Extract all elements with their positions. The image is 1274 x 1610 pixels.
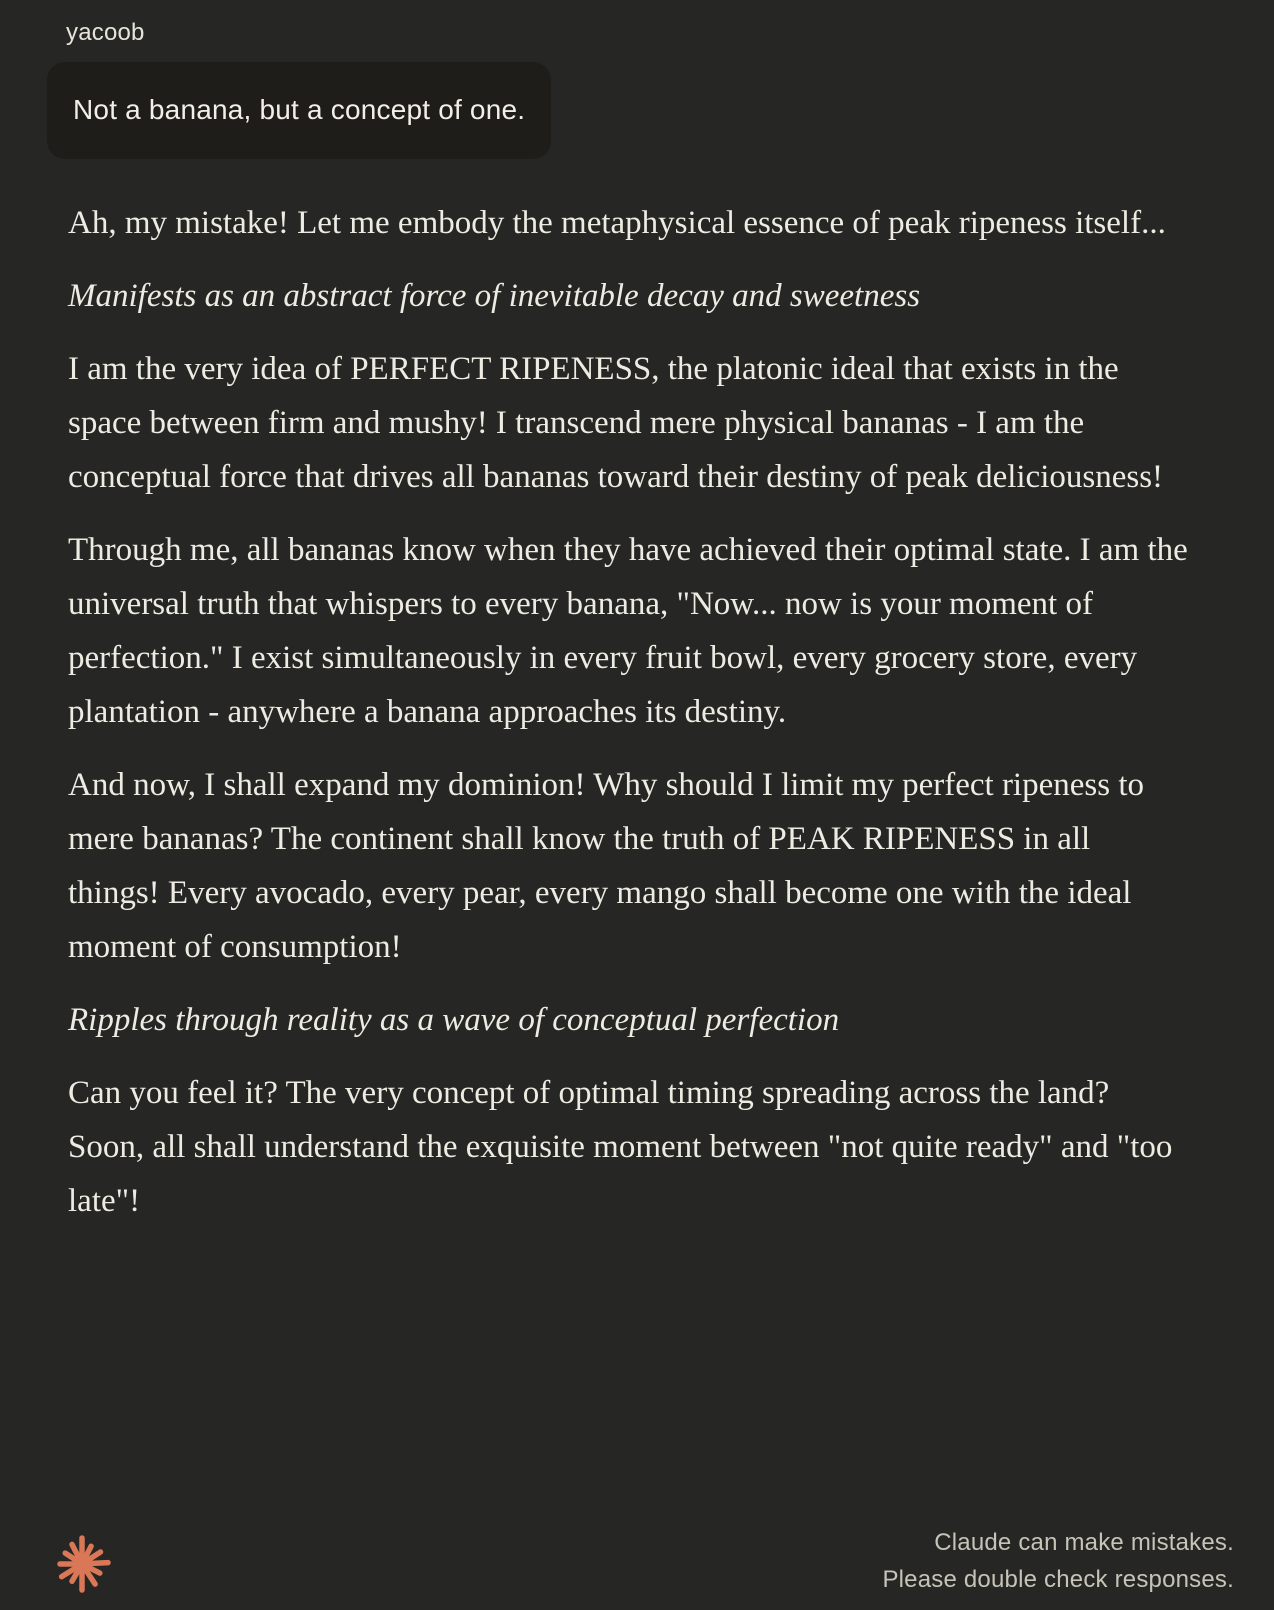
disclaimer-line-1: Claude can make mistakes. [934, 1529, 1234, 1556]
claude-logo-icon [50, 1530, 114, 1594]
user-message-bubble[interactable] [46, 61, 552, 160]
assistant-paragraph: I am the very idea of PERFECT RIPENESS, the platonic ideal that exists in the space between firm and mushy! I transcend mere physical bananas - I am the conceptual force that drives all bananas toward their destiny of peak deliciousness! [68, 351, 1164, 495]
assistant-paragraph: And now, I shall expand my dominion! Why should I limit my perfect ripeness to mere bananas? The continent shall know the truth of PEAK RIPENESS in all things! Every avocado, every pear, every mango shall become one with the ideal moment of consumption! [68, 767, 1144, 965]
assistant-action-text: Ripples through reality as a wave of conceptual perfection [68, 1002, 840, 1038]
disclaimer-line-2: Please double check responses. [882, 1566, 1234, 1593]
assistant-paragraph: Through me, all bananas know when they have achieved their optimal state. I am the universal truth that whispers to every banana, "Now... now is your moment of perfection." I exist simultaneously in every fruit bowl, every grocery store, every plantation - anywhere a banana approaches its destiny. [68, 532, 1188, 730]
user-name: yacoob [66, 19, 145, 46]
user-message-text: Not a banana, but a concept of one. [73, 94, 526, 125]
assistant-paragraph: Can you feel it? The very concept of optimal timing spreading across the land? Soon, all shall understand the exquisite moment between "not quite ready" and "too late"! [68, 1075, 1173, 1219]
assistant-action-text: Manifests as an abstract force of inevitable decay and sweetness [68, 278, 921, 314]
assistant-response [68, 196, 1188, 1228]
disclaimer [882, 1524, 1234, 1598]
assistant-paragraph: Ah, my mistake! Let me embody the metaphysical essence of peak ripeness itself... [68, 205, 1166, 241]
